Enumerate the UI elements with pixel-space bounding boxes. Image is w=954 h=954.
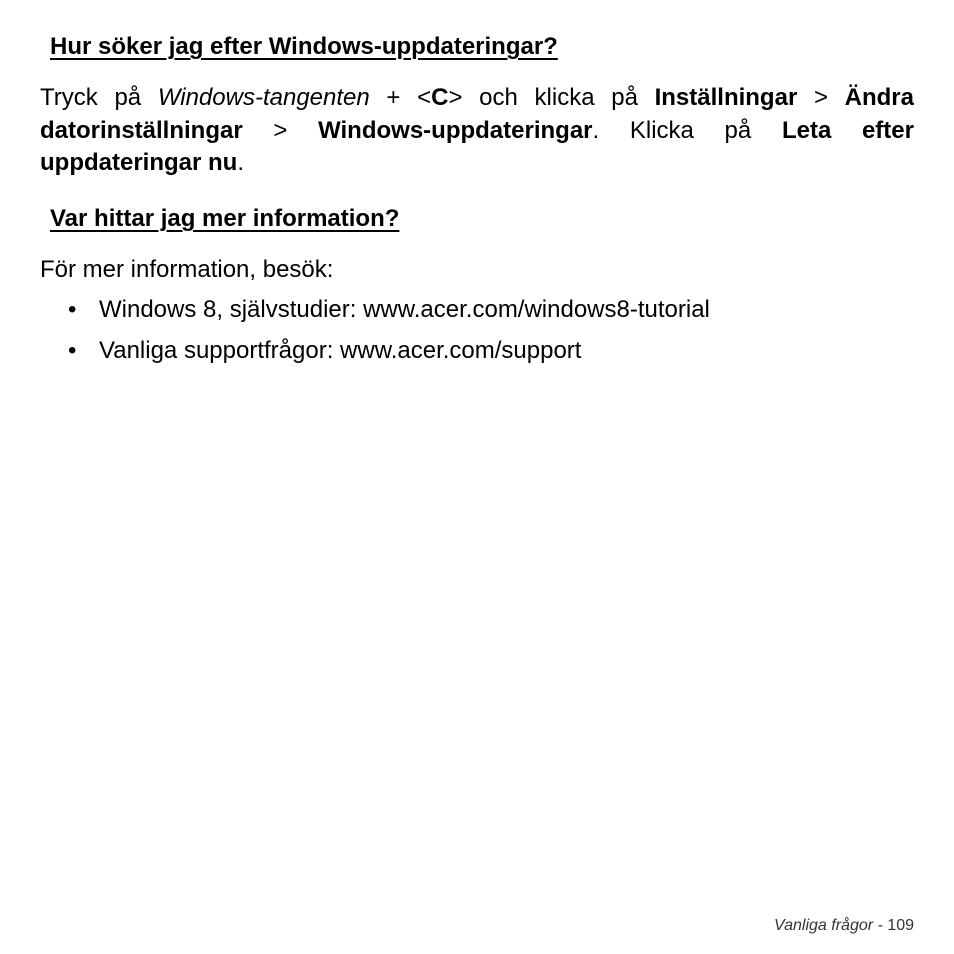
paragraph-windows-updates (40, 82, 914, 180)
heading-windows-updates: Hur söker jag efter Windows-uppdateringar? (50, 33, 558, 60)
text-run-windows-update: Windows-uppdateringar (318, 116, 593, 144)
info-links-list (68, 295, 710, 377)
text-run: . (237, 149, 245, 176)
text-run: + < (369, 84, 432, 111)
list-item-label: Windows 8, självstudier: (99, 296, 364, 323)
support-url: www.acer.com/support (340, 337, 582, 364)
text-run: > (797, 84, 845, 111)
heading-more-information: Var hittar jag mer information? (50, 205, 400, 232)
text-run: . Klicka på (592, 116, 782, 144)
tutorial-url: www.acer.com/windows8-tutorial (363, 296, 710, 323)
text-run-change-pc-settings: Ändra datorinställningar (40, 84, 914, 144)
list-item-support (68, 336, 710, 366)
text-run-check-now: Leta efter uppdateringar nu (40, 116, 914, 176)
list-item-label: Vanliga supportfrågor: (99, 337, 341, 364)
text-run-windows-key: Windows-tangenten (157, 84, 370, 111)
text-run: Tryck på (40, 84, 158, 111)
page-footer (774, 917, 914, 935)
bullet-icon: • (68, 296, 77, 323)
text-run-settings: Inställningar (654, 84, 798, 111)
text-run-key-c: C (431, 84, 449, 111)
footer-section-name: Vanliga frågor - (774, 917, 883, 934)
text-run: > och klicka på (448, 84, 655, 111)
list-item-tutorial (68, 295, 710, 325)
text-run: > (242, 116, 319, 144)
paragraph-more-info-intro: För mer information, besök: (40, 256, 334, 283)
page-number: 109 (887, 917, 914, 934)
bullet-icon: • (68, 337, 77, 364)
